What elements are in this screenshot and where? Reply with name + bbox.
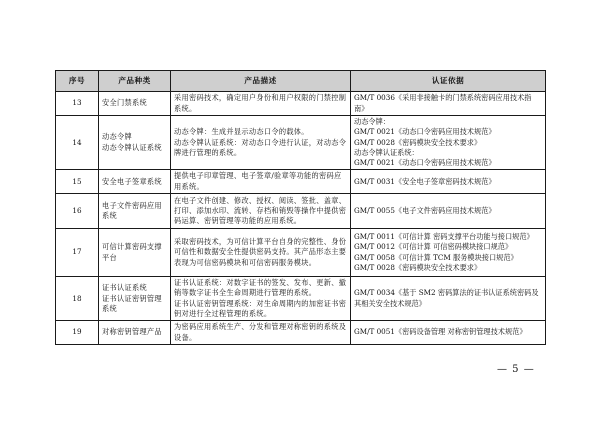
cell-product-description: 在电子文件创建、修改、授权、阅读、签批、盖章、打印、添加水印、流转、存档和销毁等操作中提供密码运算、密钥管理等功能的应用系统。 xyxy=(171,194,351,229)
cell-product-description: 采用密码技术，确定用户身份和用户权限的门禁控制系统。 xyxy=(171,92,351,116)
basis-line: GM/T 0011《可信计算 密码支撑平台功能与接口规范》 xyxy=(354,231,534,241)
cell-certification-basis xyxy=(351,277,546,321)
page-number: — 5 — xyxy=(497,364,535,375)
cell-certification-basis xyxy=(351,321,546,345)
basis-line: GM/T 0036《采用非接触卡的门禁系统密码应用技术指南》 xyxy=(354,93,532,113)
basis-line: GM/T 0034《基于 SM2 密码算法的证书认证系统密码及其相关安全技术规范》 xyxy=(354,288,539,308)
cell-product-type: 动态令牌 动态令牌认证系统 xyxy=(99,116,171,170)
cell-certification-basis xyxy=(351,194,546,229)
cell-product-description: 为密码应用系统生产、分发和管理对称密钥的系统及设备。 xyxy=(171,321,351,345)
basis-line: GM/T 0051《密码设备管理 对称密钥管理技术规范》 xyxy=(354,327,527,337)
table-row xyxy=(56,229,546,277)
cell-product-description: 证书认证系统：对数字证书的签发、发布、更新、撤销等数字证书全生命周期进行管理的系统。 证书认证密钥管理系统：对生命周期内的加密证书密钥对进行全过程管理的系统。 xyxy=(171,277,351,321)
cell-serial-number: 18 xyxy=(56,277,99,321)
table-row xyxy=(56,116,546,170)
cell-certification-basis xyxy=(351,170,546,194)
basis-line: GM/T 0031《安全电子签章密码技术规范》 xyxy=(354,176,496,186)
table-row xyxy=(56,170,546,194)
table-row xyxy=(56,277,546,321)
cell-product-type: 安全门禁系统 xyxy=(99,92,171,116)
cell-product-type: 安全电子签章系统 xyxy=(99,170,171,194)
basis-line: GM/T 0058《可信计算 TCM 服务模块接口规范》 xyxy=(354,252,518,262)
product-catalog-table xyxy=(55,70,546,345)
cell-serial-number: 14 xyxy=(56,116,99,170)
header-product-type: 产品种类 xyxy=(99,71,171,92)
basis-line: 动态令牌认证系统： xyxy=(354,147,419,157)
cell-certification-basis xyxy=(351,116,546,170)
cell-product-type: 可信计算密码支撑平台 xyxy=(99,229,171,277)
cell-certification-basis xyxy=(351,92,546,116)
table-row xyxy=(56,194,546,229)
cell-serial-number: 16 xyxy=(56,194,99,229)
cell-product-type: 电子文件密码应用系统 xyxy=(99,194,171,229)
header-product-description: 产品描述 xyxy=(171,71,351,92)
basis-line: GM/T 0028《密码模块安全技术要求》 xyxy=(354,262,482,272)
cell-serial-number: 13 xyxy=(56,92,99,116)
basis-line: GM/T 0028《密码模块安全技术要求》 xyxy=(354,137,482,147)
cell-serial-number: 17 xyxy=(56,229,99,277)
table-body xyxy=(56,92,546,345)
cell-product-description: 提供电子印章管理、电子签章/验章等功能的密码应用系统。 xyxy=(171,170,351,194)
cell-product-description: 动态令牌：生成并显示动态口令的载体。 动态令牌认证系统：对动态口令进行认证，对动态令牌进行管理的系统。 xyxy=(171,116,351,170)
cell-product-type: 证书认证系统 证书认证密钥管理系统 xyxy=(99,277,171,321)
table-row xyxy=(56,321,546,345)
header-certification-basis: 认证依据 xyxy=(351,71,546,92)
basis-line: GM/T 0055《电子文件密码应用技术规范》 xyxy=(354,205,496,215)
cell-serial-number: 19 xyxy=(56,321,99,345)
basis-line: GM/T 0021《动态口令密码应用技术规范》 xyxy=(354,127,496,137)
cell-certification-basis xyxy=(351,229,546,277)
basis-line: GM/T 0012《可信计算 可信密码模块接口规范》 xyxy=(354,242,513,252)
basis-line: 动态令牌： xyxy=(354,117,390,126)
cell-product-description: 采取密码技术，为可信计算平台自身的完整性、身份可信性和数据安全性提供密码支持。其产品形态主要表现为可信密码模块和可信密码服务模块。 xyxy=(171,229,351,277)
table-header-row xyxy=(56,71,546,92)
table-row xyxy=(56,92,546,116)
cell-serial-number: 15 xyxy=(56,170,99,194)
header-serial-number: 序号 xyxy=(56,71,99,92)
cell-product-type: 对称密钥管理产品 xyxy=(99,321,171,345)
basis-line: GM/T 0021《动态口令密码应用技术规范》 xyxy=(354,158,496,168)
